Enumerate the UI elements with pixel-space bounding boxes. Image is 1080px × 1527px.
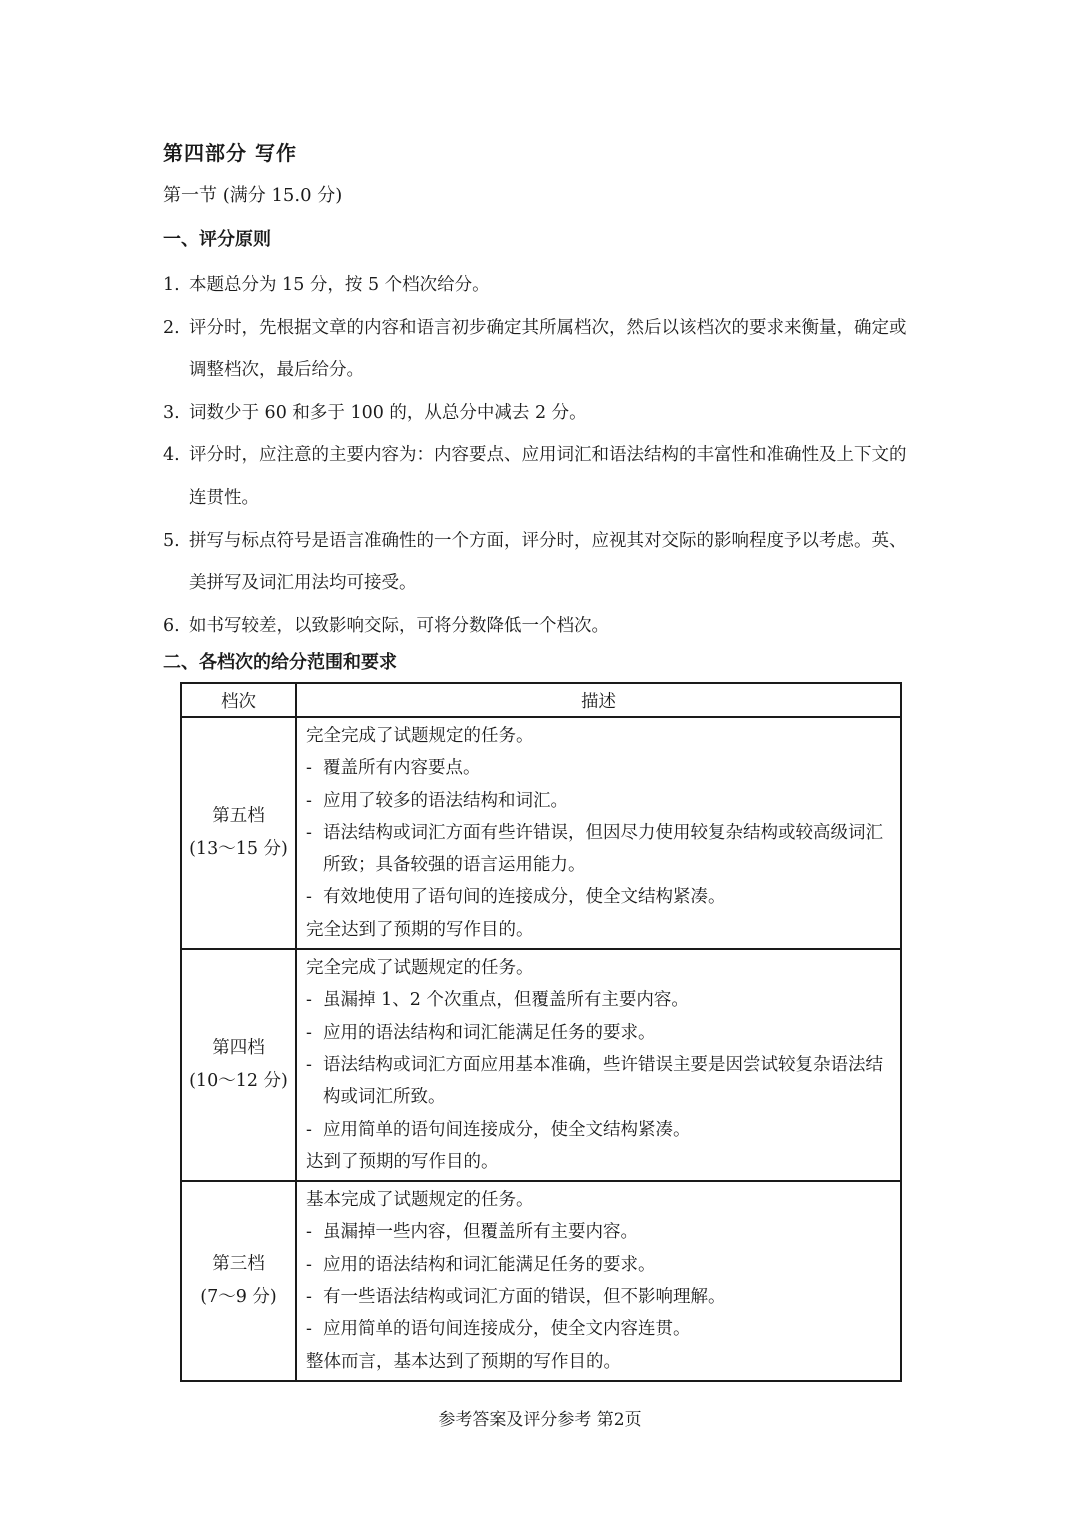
column-header-description: 描述	[296, 683, 901, 717]
level-name: 第三档	[212, 1254, 265, 1275]
table-row	[181, 949, 901, 1181]
principle-text: 词数少于 60 和多于 100 的，从总分中减去 2 分。	[189, 402, 587, 423]
description-intro: 基本完成了试题规定的任务。	[306, 1190, 534, 1211]
principle-item	[163, 520, 923, 605]
description-bullet	[306, 817, 892, 882]
principles-heading: 一、评分原则	[163, 229, 271, 250]
dash-marker: -	[306, 1254, 312, 1275]
table-header-row	[181, 683, 901, 717]
principle-item	[163, 434, 923, 519]
principle-item	[163, 264, 923, 307]
dash-marker: -	[306, 1287, 312, 1308]
bullet-text: 虽漏掉一些内容，但覆盖所有主要内容。	[323, 1222, 638, 1243]
bullet-text: 有一些语法结构或词汇方面的错误，但不影响理解。	[323, 1287, 726, 1308]
principle-text: 如书写较差，以致影响交际，可将分数降低一个档次。	[189, 615, 609, 636]
level-cell	[181, 1181, 296, 1381]
bullet-text: 覆盖所有内容要点。	[323, 758, 481, 779]
principle-text: 本题总分为 15 分，按 5 个档次给分。	[189, 275, 490, 295]
bullet-text: 虽漏掉 1、2 个次重点，但覆盖所有主要内容。	[323, 990, 689, 1011]
description-bullet	[306, 1313, 892, 1345]
bullet-text: 有效地使用了语句间的连接成分，使全文结构紧凑。	[323, 887, 726, 908]
level-cell	[181, 717, 296, 949]
principles-list	[163, 264, 923, 647]
dash-marker: -	[306, 1119, 312, 1140]
description-bullet	[306, 785, 892, 817]
principle-item	[163, 307, 923, 392]
description-outro: 完全达到了预期的写作目的。	[306, 919, 534, 940]
level-score-range: (10～12 分)	[189, 1071, 288, 1092]
principle-number: 4.	[163, 445, 180, 466]
bullet-text: 应用简单的语句间连接成分，使全文结构紧凑。	[323, 1119, 691, 1140]
grading-table	[180, 682, 902, 1382]
bullet-text: 应用了较多的语法结构和词汇。	[323, 790, 568, 811]
description-outro: 整体而言，基本达到了预期的写作目的。	[306, 1351, 621, 1372]
part-title: 第四部分 写作	[163, 141, 297, 165]
bullet-text: 语法结构或词汇方面有些许错误，但因尽力使用较复杂结构或较高级词汇所致；具备较强的语言运用能力。	[323, 822, 883, 876]
description-bullet	[306, 1281, 892, 1313]
bullet-text: 语法结构或词汇方面应用基本准确，些许错误主要是因尝试较复杂语法结构或词汇所致。	[323, 1054, 883, 1108]
principle-number: 3.	[163, 402, 180, 423]
principle-text: 拼写与标点符号是语言准确性的一个方面，评分时，应视其对交际的影响程度予以考虑。英、美拼写及词汇用法均可接受。	[189, 530, 907, 594]
description-bullet	[306, 1216, 892, 1248]
principle-text: 评分时，应注意的主要内容为：内容要点、应用词汇和语法结构的丰富性和准确性及上下文的连贯性。	[189, 445, 907, 508]
description-bullet	[306, 984, 892, 1016]
column-header-level: 档次	[181, 683, 296, 717]
bullet-text: 应用的语法结构和词汇能满足任务的要求。	[323, 1022, 656, 1043]
dash-marker: -	[306, 758, 312, 779]
description-cell	[296, 949, 901, 1181]
description-outro: 达到了预期的写作目的。	[306, 1151, 499, 1172]
description-intro: 完全完成了试题规定的任务。	[306, 958, 534, 979]
dash-marker: -	[306, 990, 312, 1011]
section-title: 第一节 (满分 15.0 分)	[163, 185, 343, 206]
level-name: 第五档	[212, 806, 265, 827]
table-row	[181, 717, 901, 949]
level-cell	[181, 949, 296, 1181]
dash-marker: -	[306, 887, 312, 908]
bullet-text: 应用的语法结构和词汇能满足任务的要求。	[323, 1254, 656, 1275]
principle-number: 6.	[163, 615, 180, 636]
dash-marker: -	[306, 1054, 312, 1075]
dash-marker: -	[306, 1022, 312, 1043]
description-bullet	[306, 881, 892, 913]
principle-item	[163, 392, 923, 435]
level-name: 第四档	[212, 1038, 265, 1059]
description-cell	[296, 1181, 901, 1381]
description-bullet	[306, 1249, 892, 1281]
dash-marker: -	[306, 1222, 312, 1243]
description-bullet	[306, 1017, 892, 1049]
principle-number: 1.	[163, 275, 180, 295]
bullet-text: 应用简单的语句间连接成分，使全文内容连贯。	[323, 1319, 691, 1340]
dash-marker: -	[306, 1319, 312, 1340]
grading-table-heading: 二、各档次的给分范围和要求	[163, 652, 397, 673]
dash-marker: -	[306, 822, 312, 843]
principle-number: 2.	[163, 317, 180, 338]
table-row	[181, 1181, 901, 1381]
page-footer: 参考答案及评分参考 第2页	[438, 1410, 642, 1430]
description-intro: 完全完成了试题规定的任务。	[306, 726, 534, 746]
description-bullet	[306, 1114, 892, 1146]
level-score-range: (13～15 分)	[189, 839, 288, 860]
principle-item	[163, 605, 923, 648]
description-cell	[296, 717, 901, 949]
principle-number: 5.	[163, 530, 180, 551]
level-score-range: (7～9 分)	[200, 1287, 277, 1308]
dash-marker: -	[306, 790, 312, 811]
description-bullet	[306, 752, 892, 784]
principle-text: 评分时，先根据文章的内容和语言初步确定其所属档次，然后以该档次的要求来衡量，确定或调整档次，最后给分。	[189, 317, 907, 381]
description-bullet	[306, 1049, 892, 1114]
